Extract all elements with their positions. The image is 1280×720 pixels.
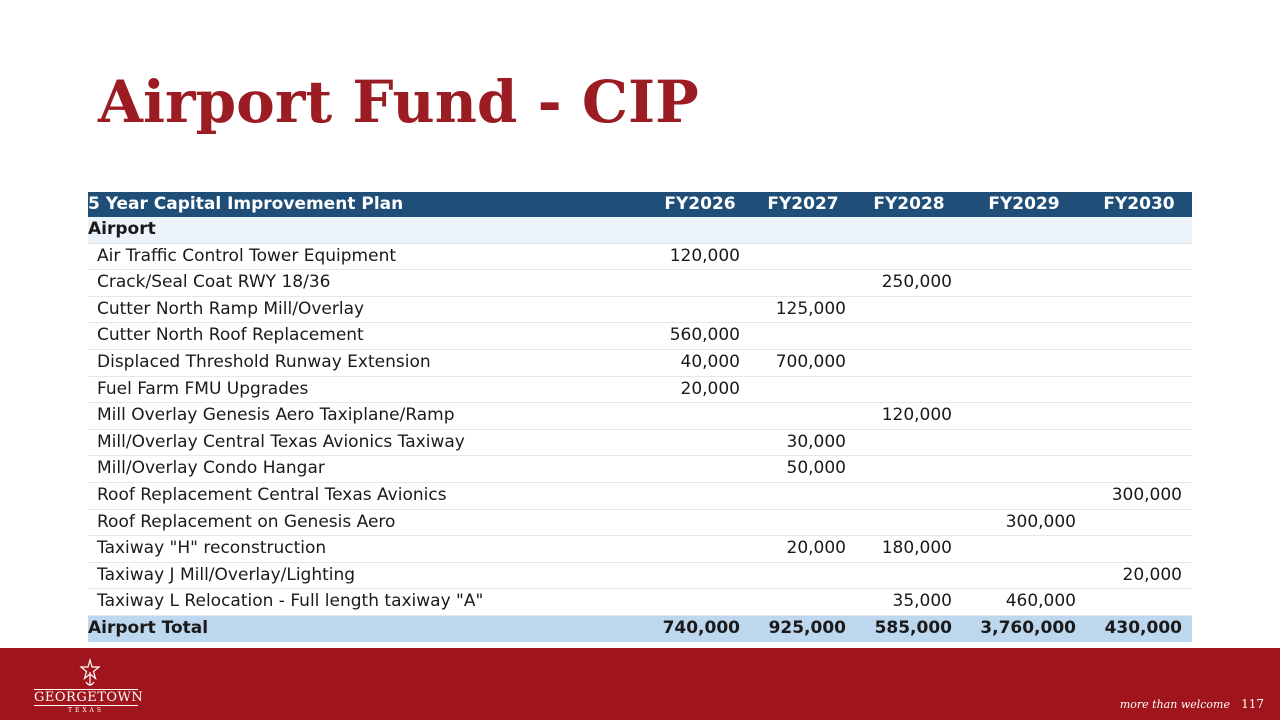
project-name: Taxiway "H" reconstruction — [97, 538, 327, 559]
amount-cell: 35,000 — [892, 591, 952, 612]
amount-cell — [962, 323, 1086, 350]
amount-cell — [1086, 509, 1192, 536]
amount-cell — [962, 296, 1086, 323]
header-label: 5 Year Capital Improvement Plan — [88, 194, 404, 214]
logo-name: GEORGETOWN — [34, 690, 144, 705]
project-name: Air Traffic Control Tower Equipment — [97, 245, 397, 266]
amount-cell — [1086, 243, 1192, 270]
amount-cell: 700,000 — [775, 351, 846, 372]
amount-cell — [962, 349, 1086, 376]
total-amount: 430,000 — [1104, 617, 1182, 638]
amount-cell — [856, 349, 962, 376]
total-amount: 925,000 — [768, 617, 846, 638]
table-row — [88, 509, 1192, 536]
table-row — [88, 429, 1192, 456]
group-empty-cell — [856, 217, 962, 243]
slide-title: Airport Fund - CIP — [98, 68, 699, 136]
project-name: Displaced Threshold Runway Extension — [97, 351, 431, 372]
amount-cell — [650, 296, 750, 323]
amount-cell: 560,000 — [669, 325, 740, 346]
total-amount: 740,000 — [662, 617, 740, 638]
amount-cell — [1086, 429, 1192, 456]
amount-cell — [750, 323, 856, 350]
amount-cell — [856, 482, 962, 509]
amount-cell — [962, 429, 1086, 456]
group-empty-cell — [750, 217, 856, 243]
amount-cell — [1086, 536, 1192, 563]
amount-cell — [856, 376, 962, 403]
total-amount: 585,000 — [874, 617, 952, 638]
amount-cell — [750, 509, 856, 536]
header-year: FY2029 — [988, 194, 1060, 214]
amount-cell — [1086, 296, 1192, 323]
amount-cell: 120,000 — [881, 405, 952, 426]
amount-cell — [962, 243, 1086, 270]
tagline: more than welcome — [1119, 698, 1230, 711]
amount-cell — [856, 429, 962, 456]
amount-cell: 20,000 — [786, 538, 846, 559]
amount-cell: 180,000 — [881, 538, 952, 559]
amount-cell — [650, 536, 750, 563]
amount-cell — [650, 482, 750, 509]
table-row — [88, 403, 1192, 430]
group-row-airport — [88, 217, 1192, 243]
footer-bar — [0, 648, 1280, 720]
amount-cell — [1086, 376, 1192, 403]
amount-cell — [962, 270, 1086, 297]
amount-cell — [1086, 403, 1192, 430]
table-row — [88, 323, 1192, 350]
amount-cell — [856, 296, 962, 323]
amount-cell — [750, 589, 856, 616]
amount-cell: 120,000 — [669, 245, 740, 266]
header-year: FY2030 — [1103, 194, 1175, 214]
table-row — [88, 589, 1192, 616]
amount-cell — [650, 562, 750, 589]
cip-table — [88, 192, 1192, 642]
table-row — [88, 376, 1192, 403]
amount-cell — [1086, 323, 1192, 350]
amount-cell: 40,000 — [680, 351, 740, 372]
project-name: Cutter North Ramp Mill/Overlay — [97, 298, 365, 319]
amount-cell — [856, 456, 962, 483]
header-year: FY2026 — [664, 194, 736, 214]
table-row — [88, 296, 1192, 323]
amount-cell — [750, 403, 856, 430]
amount-cell — [962, 562, 1086, 589]
amount-cell — [1086, 349, 1192, 376]
amount-cell: 20,000 — [680, 378, 740, 399]
table-row — [88, 456, 1192, 483]
amount-cell — [856, 562, 962, 589]
table-row — [88, 482, 1192, 509]
project-name: Fuel Farm FMU Upgrades — [97, 378, 309, 399]
table-header-row — [88, 192, 1192, 217]
amount-cell — [650, 403, 750, 430]
header-year: FY2028 — [873, 194, 945, 214]
total-row — [88, 615, 1192, 641]
table-row — [88, 270, 1192, 297]
amount-cell: 300,000 — [1005, 511, 1076, 532]
star-g-icon — [78, 658, 102, 686]
project-name: Mill Overlay Genesis Aero Taxiplane/Ramp — [97, 405, 455, 426]
amount-cell — [962, 376, 1086, 403]
amount-cell — [650, 589, 750, 616]
group-label: Airport — [88, 219, 156, 239]
logo-subtitle: TEXAS — [68, 707, 104, 714]
amount-cell: 460,000 — [1005, 591, 1076, 612]
table-row — [88, 349, 1192, 376]
amount-cell — [856, 323, 962, 350]
amount-cell — [856, 509, 962, 536]
amount-cell: 20,000 — [1122, 564, 1182, 585]
amount-cell — [650, 270, 750, 297]
amount-cell — [750, 376, 856, 403]
amount-cell — [750, 562, 856, 589]
page-number: 117 — [1241, 697, 1264, 711]
project-name: Cutter North Roof Replacement — [97, 325, 364, 346]
amount-cell — [650, 429, 750, 456]
amount-cell: 300,000 — [1111, 484, 1182, 505]
amount-cell: 125,000 — [775, 298, 846, 319]
amount-cell — [750, 243, 856, 270]
total-label: Airport Total — [88, 617, 209, 638]
amount-cell — [962, 403, 1086, 430]
amount-cell — [650, 509, 750, 536]
project-name: Taxiway J Mill/Overlay/Lighting — [97, 564, 356, 585]
amount-cell — [1086, 589, 1192, 616]
group-empty-cell — [1086, 217, 1192, 243]
project-name: Taxiway L Relocation - Full length taxiway "A" — [97, 591, 484, 612]
project-name: Mill/Overlay Condo Hangar — [97, 458, 325, 479]
header-year: FY2027 — [767, 194, 839, 214]
project-name: Roof Replacement on Genesis Aero — [97, 511, 396, 532]
georgetown-logo — [34, 658, 144, 716]
amount-cell — [962, 456, 1086, 483]
total-amount: 3,760,000 — [980, 617, 1076, 638]
amount-cell — [1086, 270, 1192, 297]
project-name: Crack/Seal Coat RWY 18/36 — [97, 272, 331, 293]
amount-cell — [750, 270, 856, 297]
project-name: Mill/Overlay Central Texas Avionics Taxiway — [97, 431, 465, 452]
amount-cell — [962, 536, 1086, 563]
table-row — [88, 562, 1192, 589]
amount-cell: 50,000 — [786, 458, 846, 479]
amount-cell: 30,000 — [786, 431, 846, 452]
amount-cell — [650, 456, 750, 483]
group-empty-cell — [650, 217, 750, 243]
amount-cell — [1086, 456, 1192, 483]
amount-cell: 250,000 — [881, 272, 952, 293]
amount-cell — [750, 482, 856, 509]
table-row — [88, 536, 1192, 563]
group-empty-cell — [962, 217, 1086, 243]
table-row — [88, 243, 1192, 270]
amount-cell — [962, 482, 1086, 509]
amount-cell — [856, 243, 962, 270]
project-name: Roof Replacement Central Texas Avionics — [97, 484, 447, 505]
